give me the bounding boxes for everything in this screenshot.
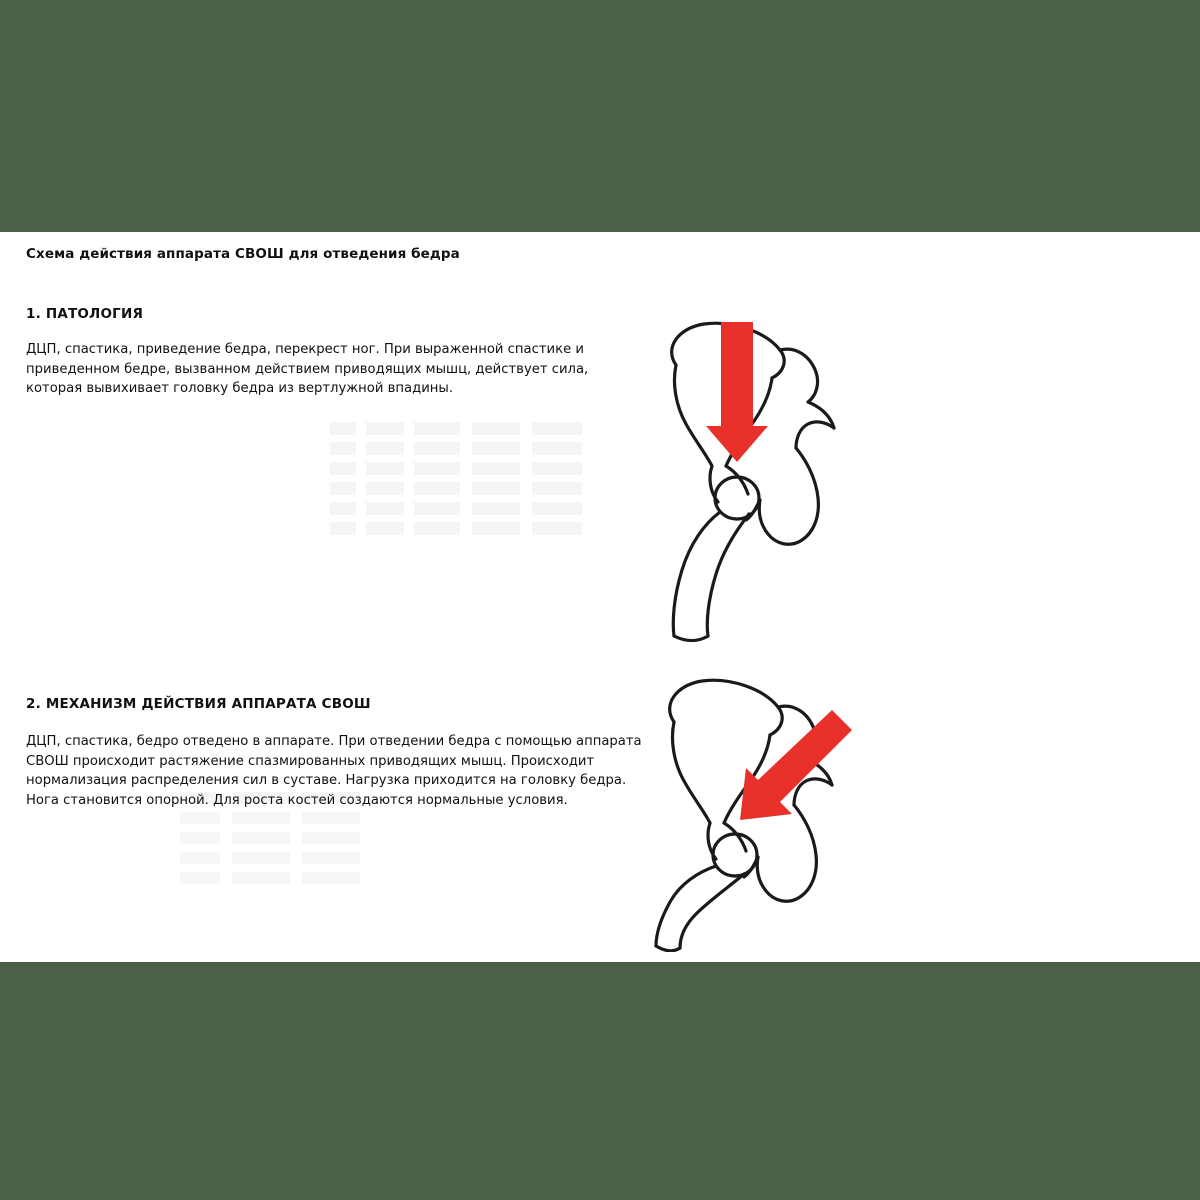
- force-arrow-down: [706, 322, 768, 462]
- hip-joint-swash-diagram: [620, 662, 910, 952]
- background-texture: [330, 422, 620, 542]
- force-arrow-diagonal: [740, 710, 852, 820]
- section-2-body: ДЦП, спастика, бедро отведено в аппарате. При отведении бедра с помощью аппарата СВОШ происходит растяжение спазмированных приводящих мышц. Происходит нормализация распределения сил в суставе. Нагрузка приходится на головку бедра. Нога становится опорной. Для роста костей создаются нормальные условия.: [26, 734, 642, 808]
- page-title: Схема действия аппарата СВОШ для отведения бедра: [26, 246, 460, 262]
- document-sheet: [0, 232, 1200, 962]
- section-1-body: ДЦП, спастика, приведение бедра, перекрест ног. При выраженной спастике и приведенном бедре, вызванном действием приводящих мышц, действует сила, которая вывихивает головку бедра из вертлужной впадины.: [26, 342, 589, 397]
- section-2-heading: 2. МЕХАНИЗМ ДЕЙСТВИЯ АППАРАТА СВОШ: [26, 696, 371, 712]
- hip-joint-pathology-diagram: [620, 302, 910, 642]
- section-1-heading: 1. ПАТОЛОГИЯ: [26, 306, 144, 322]
